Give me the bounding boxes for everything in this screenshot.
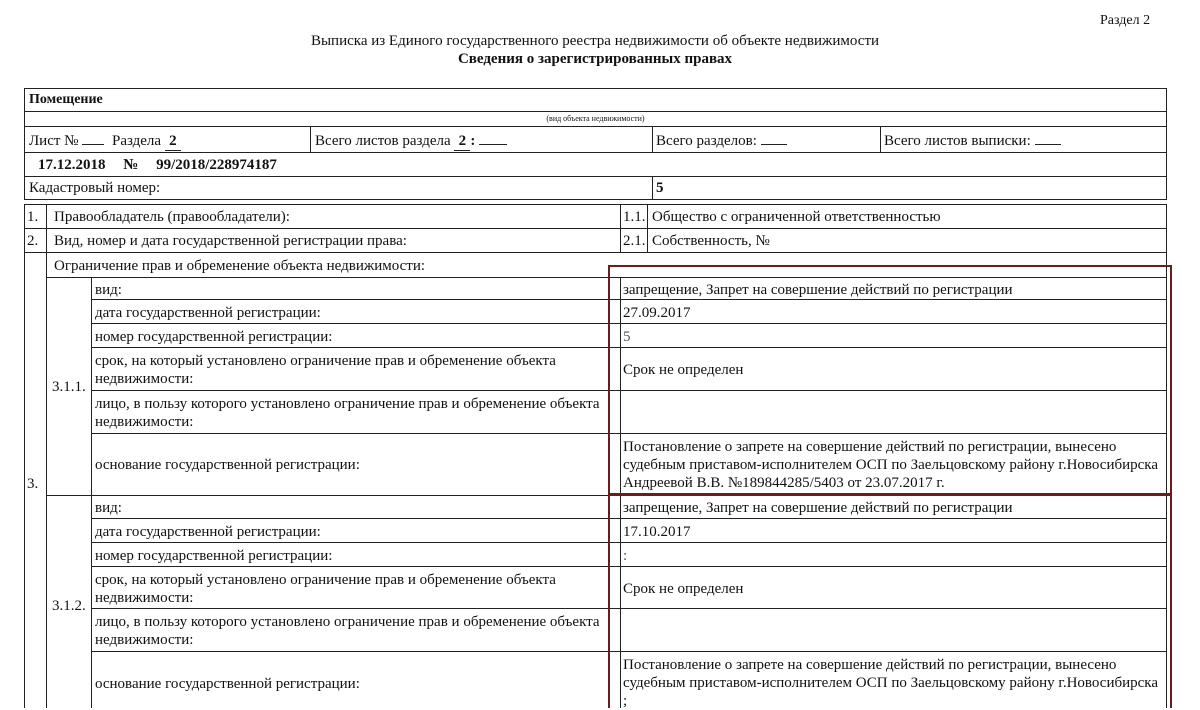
document-title: Выписка из Единого государственного реестра недвижимости об объекте недвижимости [310, 33, 880, 49]
entry-2-term-label: срок, на который установлено ограничение прав и обременение объекта недвижимости: [95, 572, 556, 606]
row-2-value: Собственность, № [652, 233, 770, 249]
entry-2-term-value: Срок не определен [623, 581, 744, 597]
entry-1-basis-label: основание государственной регистрации: [95, 457, 360, 473]
entry-1-date-label: дата государственной регистрации: [95, 305, 321, 321]
entry-2-date-value: 17.10.2017 [623, 524, 691, 540]
row-2-number: 2. [27, 233, 39, 249]
entry-1-code: 3.1.1. [52, 379, 86, 395]
cadastral-label: Кадастровый номер: [29, 180, 161, 196]
section-label: Раздел 2 [1100, 13, 1151, 28]
row-1-label: Правообладатель (правообладатели): [54, 209, 290, 225]
highlight-box-entry-2 [608, 494, 1172, 708]
entry-2-kind-value: запрещение, Запрет на совершение действий по регистрации [623, 500, 1013, 516]
entry-2-date-label: дата государственной регистрации: [95, 524, 321, 540]
document-subtitle: Сведения о зарегистрированных правах [457, 51, 733, 67]
row-2-sub: 2.1. [623, 233, 646, 249]
row-3-number: 3. [27, 476, 39, 492]
extract-date-number: 17.12.2018 № 99/2018/228974187 [38, 157, 277, 173]
highlight-box-entry-1 [608, 265, 1172, 495]
row-1-number: 1. [27, 209, 39, 225]
entry-1-regnum-value: 5 [623, 329, 631, 345]
row-3-label: Ограничение прав и обременение объекта недвижимости: [54, 258, 426, 274]
entry-1-term-value: Срок не определен [623, 362, 744, 378]
object-type-caption: (вид объекта недвижимости) [546, 114, 645, 123]
entry-2-basis-label: основание государственной регистрации: [95, 676, 360, 692]
entry-1-kind-label: вид: [95, 282, 122, 298]
row-2-label: Вид, номер и дата государственной регистрации права: [54, 233, 407, 249]
entry-1-term-label: срок, на который установлено ограничение прав и обременение объекта недвижимости: [95, 353, 556, 387]
entry-2-code: 3.1.2. [52, 598, 86, 614]
entry-1-basis-value: Постановление о запрете на совершение действий по регистрации, вынесено судебным приставом-исполнителем ОСП по Заельцовскому району г.Новосибирска Андреевой В.В. №189844285/5403 от 23.07.2017 г. [623, 439, 1159, 491]
entry-1-beneficiary-label: лицо, в пользу которого установлено ограничение прав и обременение объекта недвижимости: [95, 396, 600, 430]
row-1-value: Общество с ограниченной ответственностью [652, 209, 941, 225]
entry-2-regnum-label: номер государственной регистрации: [95, 548, 333, 564]
object-type: Помещение [29, 92, 103, 107]
entry-1-regnum-label: номер государственной регистрации: [95, 329, 333, 345]
row-1-sub: 1.1. [623, 209, 646, 225]
entry-2-basis-value: Постановление о запрете на совершение действий по регистрации, вынесено судебным приставом-исполнителем ОСП по Заельцовскому району г.Новосибирска ; [623, 657, 1159, 709]
entry-1-kind-value: запрещение, Запрет на совершение действий по регистрации [623, 282, 1013, 298]
total-sections: Всего разделов: [656, 132, 787, 150]
entry-2-beneficiary-label: лицо, в пользу которого установлено ограничение прав и обременение объекта недвижимости: [95, 614, 600, 648]
total-extract-sheets: Всего листов выписки: [884, 132, 1061, 150]
sheet-number: Лист № Раздела 2 [29, 132, 181, 151]
total-sheets-section: Всего листов раздела 2 : [315, 132, 507, 151]
entry-1-date-value: 27.09.2017 [623, 305, 691, 321]
cadastral-value: 5 [656, 180, 664, 196]
entry-2-regnum-value: : [623, 548, 628, 564]
entry-2-kind-label: вид: [95, 500, 122, 516]
